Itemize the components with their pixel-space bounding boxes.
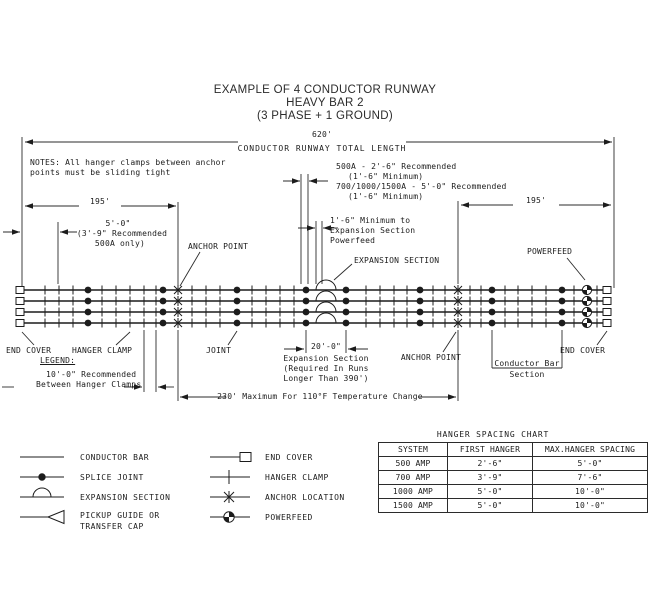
splice-joint-symbol [160,287,167,294]
splice-joint-symbol [417,287,424,294]
notes-line1: NOTES: All hanger clamps between anchor [30,158,226,167]
label-end-cover-left: END COVER [6,346,52,355]
splice-joint-symbol [160,320,167,327]
dim-exp-len-line1: Expansion Section [283,354,369,363]
label-conductor-bar-section-line1: Conductor Bar [494,359,560,368]
table-cell: 3'-9" [448,471,533,485]
splice-joint-symbol [85,320,92,327]
leader-anchor-point-right [443,332,456,352]
end-cover-symbol [16,320,24,327]
splice-joint-symbol [417,298,424,305]
splice-joint-symbol [303,320,310,327]
table-row [379,457,648,471]
splice-joint-symbol [489,298,496,305]
dim-right-run-value: 195' [525,196,547,205]
dim-left-run-value: 195' [89,197,111,206]
powerfeed-symbol [582,312,587,317]
pickup-guide-symbol [48,511,64,524]
leader-powerfeed [567,258,585,280]
label-anchor-point-left: ANCHOR POINT [188,242,249,251]
dim-max-run: 230' Maximum For 110°F Temperature Change [217,392,423,401]
splice-joint-symbol [559,298,566,305]
powerfeed-symbol [582,290,587,295]
table-cell: 700 AMP [379,471,448,485]
splice-joint-symbol [489,320,496,327]
dim-feed-line2: (1'-6" Minimum) [348,172,424,181]
powerfeed-symbol [587,318,592,323]
legend-label-anchor-location: ANCHOR LOCATION [265,493,345,502]
label-joint: JOINT [206,346,232,355]
table-row [379,499,648,513]
label-hanger-clamp: HANGER CLAMP [72,346,133,355]
leader-hanger-clamp [116,332,130,345]
dim-total-label: CONDUCTOR RUNWAY TOTAL LENGTH [237,144,407,153]
powerfeed-symbol [224,512,234,522]
dim-exp-len-line3: Longer Than 390') [283,374,369,383]
drawing-title-line2: HEAVY BAR 2 [286,97,364,109]
hanger-chart-title: HANGER SPACING CHART [436,430,550,439]
dim-first-hanger-value: 5'-0" [105,219,131,228]
legend-label-end-cover: END COVER [265,453,313,462]
leader-joint [228,331,237,345]
hanger-chart-body [379,457,648,513]
dim-exp-min-line1: 1'-6" Minimum to [330,216,411,225]
table-cell: 5'-0" [533,457,648,471]
legend-heading: LEGEND: [40,356,76,365]
splice-joint-symbol [160,298,167,305]
label-conductor-bar-section-line2: Section [509,370,545,379]
splice-joint-symbol [343,320,350,327]
leader-end-cover-right [597,331,607,345]
hanger-chart-header-cell: FIRST HANGER [448,443,533,457]
splice-joint-symbol [303,309,310,316]
leader-expansion-section [334,264,352,280]
splice-joint-symbol [417,309,424,316]
splice-joint-symbol [234,309,241,316]
dim-feed-line1: 500A - 2'-6" Recommended [336,162,457,171]
dim-exp-len-line2: (Required In Runs [283,364,369,373]
table-row [379,485,648,499]
table-cell: 500 AMP [379,457,448,471]
runway-bars [16,280,611,328]
legend-label-pickup-guide: PICKUP GUIDE OR [80,511,160,520]
dim-exp-min-line2: Expansion Section [330,226,416,235]
table-cell: 10'-0" [533,499,648,513]
notes-line2: points must be sliding tight [30,168,171,177]
splice-joint-symbol [160,309,167,316]
legend-label-splice-joint: SPLICE JOINT [80,473,144,482]
expansion-section-symbol [316,313,336,323]
splice-joint-symbol [559,309,566,316]
table-cell: 7'-6" [533,471,648,485]
legend-label-hanger-clamp: HANGER CLAMP [265,473,329,482]
table-cell: 1000 AMP [379,485,448,499]
end-cover-symbol [16,309,24,316]
dim-exp-len-value: 20'-0" [310,342,342,351]
drawing-title-line1: EXAMPLE OF 4 CONDUCTOR RUNWAY [213,84,437,96]
splice-joint-symbol [417,320,424,327]
legend-label-powerfeed: POWERFEED [265,513,313,522]
powerfeed-symbol [582,323,587,328]
label-expansion-section: EXPANSION SECTION [354,256,440,265]
table-cell: 5'-0" [448,485,533,499]
table-cell: 2'-6" [448,457,533,471]
table-cell: 1500 AMP [379,499,448,513]
hanger-spacing-chart [378,442,648,513]
splice-joint-symbol [559,320,566,327]
splice-joint-symbol [39,474,45,480]
notes [30,158,226,178]
splice-joint-symbol [234,287,241,294]
drawing-title-line3: (3 PHASE + 1 GROUND) [256,110,394,122]
label-end-cover-right: END COVER [560,346,606,355]
powerfeed-symbol [587,307,592,312]
end-cover-symbol [603,320,611,327]
end-cover-symbol [603,298,611,305]
dim-feed-line3: 700/1000/1500A - 5'-0" Recommended [336,182,507,191]
dim-clamp-spacing-note1: 10'-0" Recommended [46,370,137,379]
splice-joint-symbol [303,287,310,294]
legend-label-conductor-bar: CONDUCTOR BAR [80,453,150,462]
dim-exp-min-line3: Powerfeed [330,236,376,245]
dim-clamp-spacing-note2: Between Hanger Clamps [36,380,142,389]
label-anchor-point-right: ANCHOR POINT [400,353,462,362]
splice-joint-symbol [343,298,350,305]
table-row [379,471,648,485]
splice-joint-symbol [234,298,241,305]
splice-joint-symbol [343,287,350,294]
hanger-chart-header-cell: SYSTEM [379,443,448,457]
splice-joint-symbol [85,309,92,316]
splice-joint-symbol [489,309,496,316]
splice-joint-symbol [489,287,496,294]
expansion-section-symbol [33,488,51,497]
end-cover-symbol [16,287,24,294]
legend-label-pickup-guide2: TRANSFER CAP [80,522,144,531]
table-cell: 5'-0" [448,499,533,513]
splice-joint-symbol [85,298,92,305]
dim-first-hanger-note1: (3'-9" Recommended [76,229,168,238]
powerfeed-symbol [587,285,592,290]
splice-joint-symbol [234,320,241,327]
powerfeed-symbol [587,296,592,301]
expansion-section-symbol [316,280,336,290]
dim-feed-line4: (1'-6" Minimum) [348,192,424,201]
end-cover-symbol [16,298,24,305]
hanger-chart-header-row [379,443,648,457]
expansion-section-symbol [316,291,336,301]
dim-first-hanger-note2: 500A only) [94,239,146,248]
powerfeed-symbol [582,301,587,306]
end-cover-symbol [240,453,251,462]
splice-joint-symbol [559,287,566,294]
legend-label-expansion: EXPANSION SECTION [80,493,171,502]
expansion-section-symbol [316,302,336,312]
splice-joint-symbol [343,309,350,316]
splice-joint-symbol [303,298,310,305]
splice-joint-symbol [85,287,92,294]
dim-total-value: 620' [311,130,333,139]
table-cell: 10'-0" [533,485,648,499]
hanger-chart-header-cell: MAX.HANGER SPACING [533,443,648,457]
end-cover-symbol [603,309,611,316]
end-cover-symbol [603,287,611,294]
leader-end-cover-left [22,332,34,345]
label-powerfeed: POWERFEED [527,247,573,256]
leader-anchor-point-left [180,252,200,286]
